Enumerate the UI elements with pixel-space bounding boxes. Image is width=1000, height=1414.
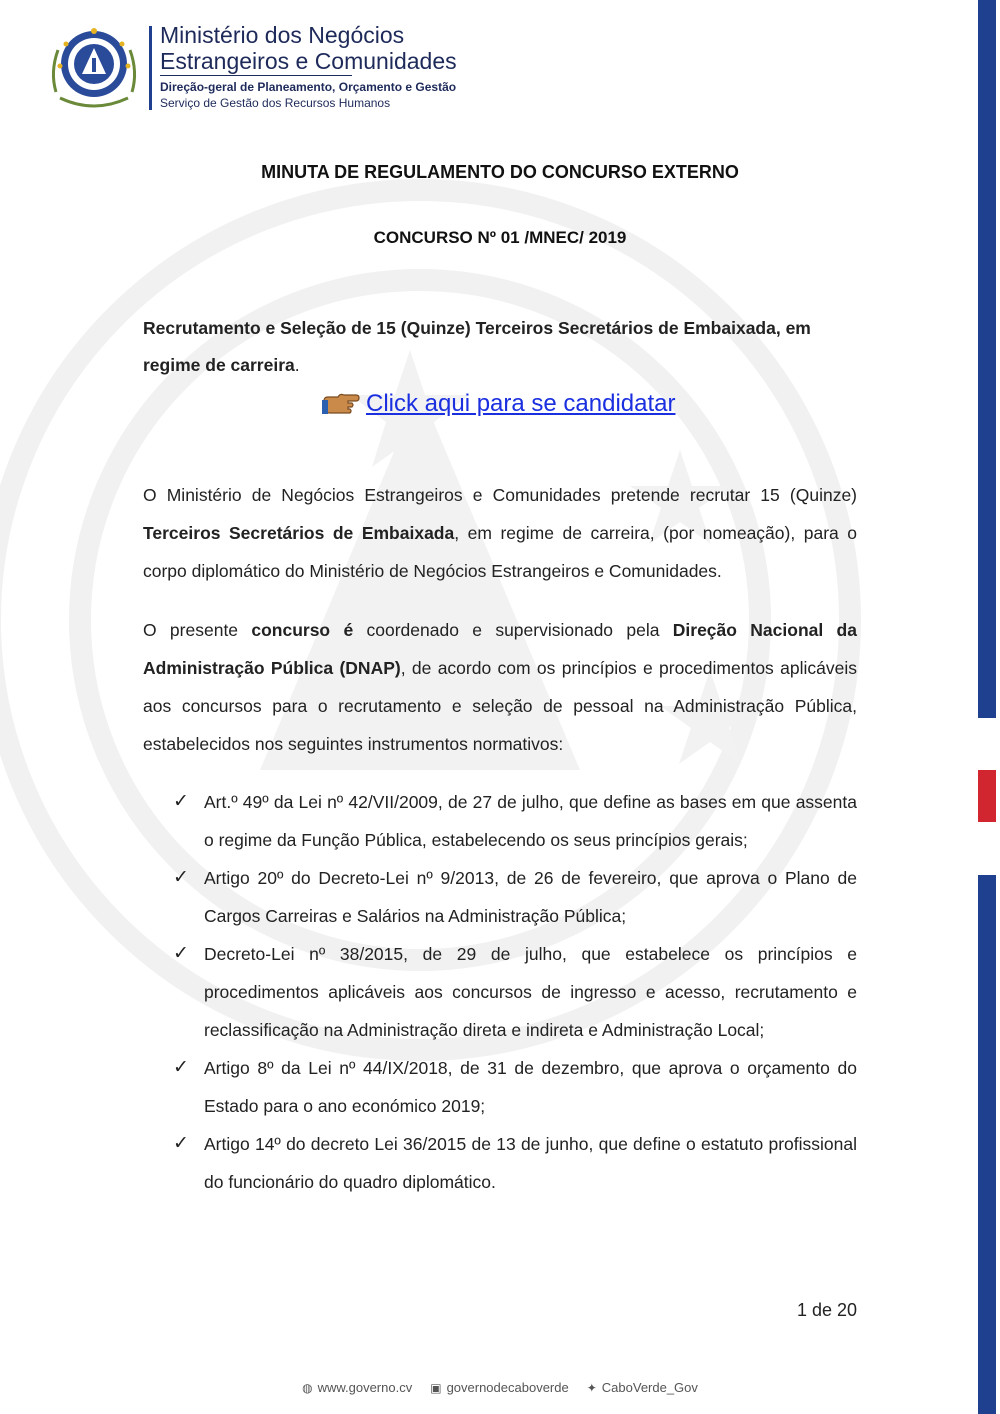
footer-facebook[interactable] [430, 1380, 569, 1395]
list-item-text: Artigo 14º do decreto Lei 36/2015 de 13 de junho, que define o estatuto profissional do funcionário do quadro diplomático. [204, 1134, 857, 1192]
list-item-text: Artigo 20º do Decreto-Lei nº 9/2013, de 26 de fevereiro, que aprova o Plano de Cargos Carreiras e Salários na Administração Pública; [204, 868, 857, 926]
list-item [173, 859, 857, 935]
globe-icon: ◍ [302, 1380, 313, 1395]
coord-text-b: concurso é [251, 620, 354, 640]
normative-list [173, 783, 857, 1201]
coord-text-e: , de acordo com os princípios e procedimentos aplicáveis aos concursos para o recrutamento e seleção de pessoal na Administração Pública, estabelecidos nos seguintes instrumentos normativos: [143, 658, 857, 754]
contest-number: CONCURSO Nº 01 /MNEC/ 2019 [373, 228, 627, 247]
checkmark-icon: ✓ [173, 1133, 189, 1154]
footer-facebook-text: governodecaboverde [446, 1380, 569, 1395]
intro-text-c: , em regime de carreira, (por nomeação), para o corpo diplomático do Ministério de Negócios Estrangeiros e Comunidades. [143, 523, 858, 581]
apply-link[interactable]: Click aqui para se candidatar [366, 390, 676, 417]
recruitment-heading [143, 310, 857, 384]
footer-twitter-text: CaboVerde_Gov [601, 1380, 698, 1395]
ministry-name-line1: Ministério dos Negócios [160, 22, 405, 48]
footer [0, 1380, 1000, 1395]
list-item-text: Decreto-Lei nº 38/2015, de 29 de julho, que estabelece os princípios e procedimentos aplicáveis aos concursos de ingresso e acesso, recrutamento e reclassificação na Administração direta e indireta e Administração Local; [204, 944, 857, 1040]
twitter-icon: ✦ [586, 1380, 597, 1395]
list-item [173, 783, 857, 859]
coordination-paragraph [143, 611, 857, 763]
ministry-name [160, 22, 457, 74]
document-title: MINUTA DE REGULAMENTO DO CONCURSO EXTERNO [261, 162, 739, 182]
checkmark-icon: ✓ [173, 867, 189, 888]
header-divider [149, 26, 152, 110]
service-name: Serviço de Gestão dos Recursos Humanos [160, 96, 391, 110]
recruitment-text: Recrutamento e Seleção de 15 (Quinze) Terceiros Secretários de Embaixada, em regime de carreira [143, 318, 811, 375]
checkmark-icon: ✓ [173, 791, 189, 812]
ministry-name-line2: Estrangeiros e Comunidades [160, 48, 457, 74]
facebook-icon: ▣ [430, 1380, 442, 1395]
checkmark-icon: ✓ [173, 943, 189, 964]
coord-text-c: coordenado e supervisionado pela [353, 620, 673, 640]
footer-website[interactable] [302, 1380, 412, 1395]
checkmark-icon: ✓ [173, 1057, 189, 1078]
list-item-text: Art.º 49º da Lei nº 42/VII/2009, de 27 de julho, que define as bases em que assenta o regime da Função Pública, estabelecendo os seus princípios gerais; [204, 792, 857, 850]
coord-text-d: Direção Nacional da Administração Pública (DNAP) [143, 620, 857, 678]
intro-text-b: Terceiros Secretários de Embaixada [143, 523, 455, 543]
list-item [173, 1049, 857, 1125]
directorate-name: Direção-geral de Planeamento, Orçamento e Gestão [160, 80, 457, 94]
footer-twitter[interactable] [587, 1380, 698, 1395]
header-separator [160, 75, 352, 76]
coat-of-arms-icon [46, 22, 142, 114]
list-item [173, 935, 857, 1049]
apply-cta[interactable] [322, 390, 676, 418]
intro-paragraph [143, 476, 857, 590]
page-number: 1 de 20 [796, 1300, 857, 1320]
list-item [173, 1125, 857, 1201]
edge-bar-blue-bottom [978, 875, 996, 1414]
letterhead [46, 22, 506, 114]
intro-text-a: O Ministério de Negócios Estrangeiros e Comunidades pretende recrutar 15 (Quinze) [143, 485, 857, 505]
recruitment-end: . [294, 355, 300, 375]
edge-bar-red [978, 770, 996, 822]
edge-bar-blue-top [978, 0, 996, 718]
list-item-text: Artigo 8º da Lei nº 44/IX/2018, de 31 de dezembro, que aprova o orçamento do Estado para o ano económico 2019; [204, 1058, 857, 1116]
pointing-hand-icon [322, 391, 360, 417]
coord-text-a: O presente [143, 620, 252, 640]
footer-website-text: www.governo.cv [317, 1380, 413, 1395]
